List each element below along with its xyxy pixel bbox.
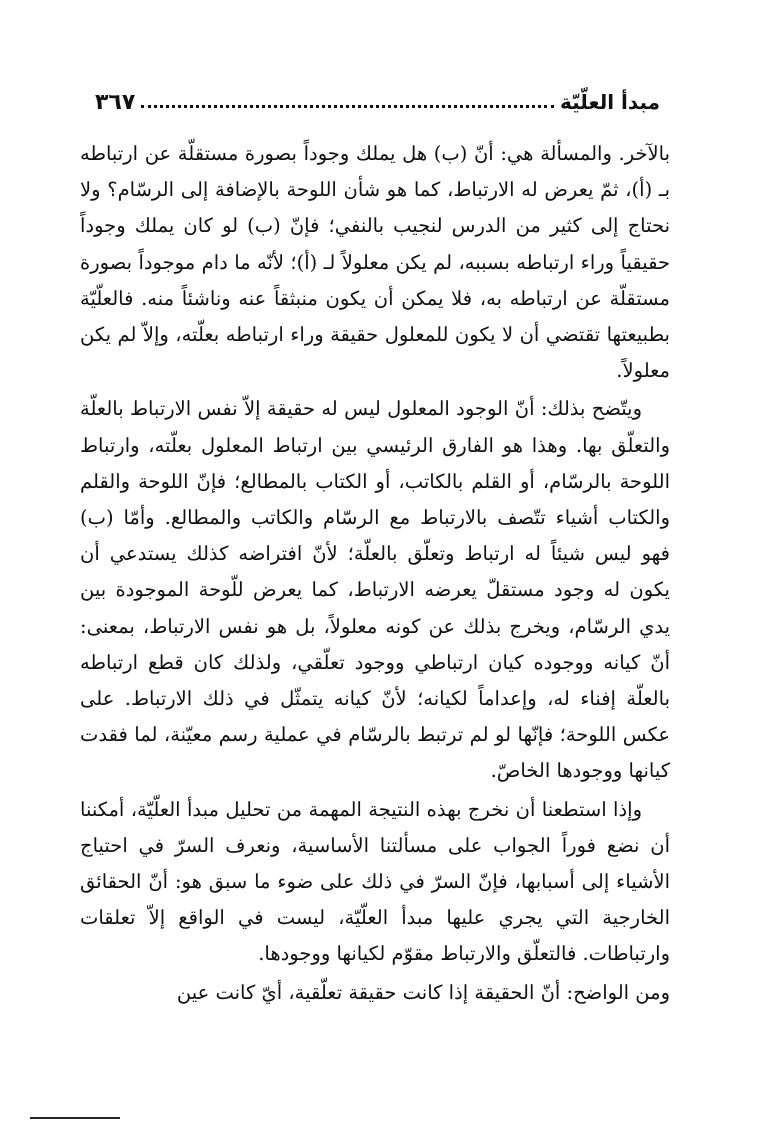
paragraph-1: بالآخر. والمسألة هي: أنّ (ب) هل يملك وجوداً بصورة مستقلّة عن ارتباطه بـ (أ)، ثمّ يعرض له الارتباط، كما هو شأن اللوحة بالإضافة إلى الرسّام؟ ولا نحتاج إلى كثير من الدرس لنجيب بالنفي؛ فإنّ (ب) لو كان يملك وجوداً حقيقياً وراء ارتباطه بسببه، لم يكن معلولاً لـ (أ)؛ لأنّه ما دام موجوداً بصورة مستقلّة عن ارتباطه به، فلا يمكن أن يكون منبثقاً عنه وناشئاً منه. فالعلّيّة بطبيعتها تقتضي أن لا يكون للمعلول حقيقة وراء ارتباطه بعلّته، وإلاّ لم يكن معلولاً. bbox=[80, 142, 670, 383]
body-text bbox=[80, 136, 670, 1011]
page-number: ٣٦٧ bbox=[95, 89, 136, 115]
running-header bbox=[95, 85, 660, 119]
header-leader-dots bbox=[141, 105, 554, 108]
paragraph-3: وإذا استطعنا أن نخرج بهذه النتيجة المهمة من تحليل مبدأ العلّيّة، أمكننا أن نضع فوراً الجواب على مسألتنا الأساسية، ونعرف السرّ في احتياج الأشياء إلى أسبابها، فإنّ السرّ في ذلك على ضوء ما سبق هو: أنّ الحقائق الخارجية التي يجري عليها مبدأ العلّيّة، ليست في الواقع إلاّ تعلقات وارتباطات. فالتعلّق والارتباط مقوّم لكيانها ووجودها. bbox=[80, 797, 670, 966]
header-title: مبدأ العلّيّة bbox=[559, 90, 660, 114]
paragraph-4: ومن الواضح: أنّ الحقيقة إذا كانت حقيقة تعلّقية، أيّ كانت عين bbox=[176, 980, 670, 1004]
paragraph-2: ويتّضح بذلك: أنّ الوجود المعلول ليس له حقيقة إلاّ نفس الارتباط بالعلّة والتعلّق بها. وهذا هو الفارق الرئيسي بين ارتباط المعلول بعلّته، وارتباط اللوحة بالرسّام، أو القلم بالكاتب، أو الكتاب بالمطالع؛ فإنّ اللوحة والقلم والكتاب أشياء تتّصف بالارتباط مع الرسّام والكاتب والمطالع. وأمّا (ب) فهو ليس شيئاً له ارتباط وتعلّق بالعلّة؛ لأنّ افتراضه كذلك يستدعي أن يكون له وجود مستقلّ يعرضه الارتباط، كما يعرض للّوحة الموجودة بين يدي الرسّام، ويخرج بذلك عن كونه معلولاً، بل هو نفس الارتباط، بمعنى: أنّ كيانه ووجوده كيان ارتباطي ووجود تعلّقي، ولذلك كان قطع ارتباطه بالعلّة إفناء له، وإعداماً لكيانه؛ لأنّ كيانه يتمثّل في ذلك الارتباط. على عكس اللوحة؛ فإنّها لو لم ترتبط بالرسّام في عملية رسم معيّنة، لما فقدت كيانها ووجودها الخاصّ. bbox=[80, 397, 670, 783]
footer-rule bbox=[30, 1117, 120, 1119]
